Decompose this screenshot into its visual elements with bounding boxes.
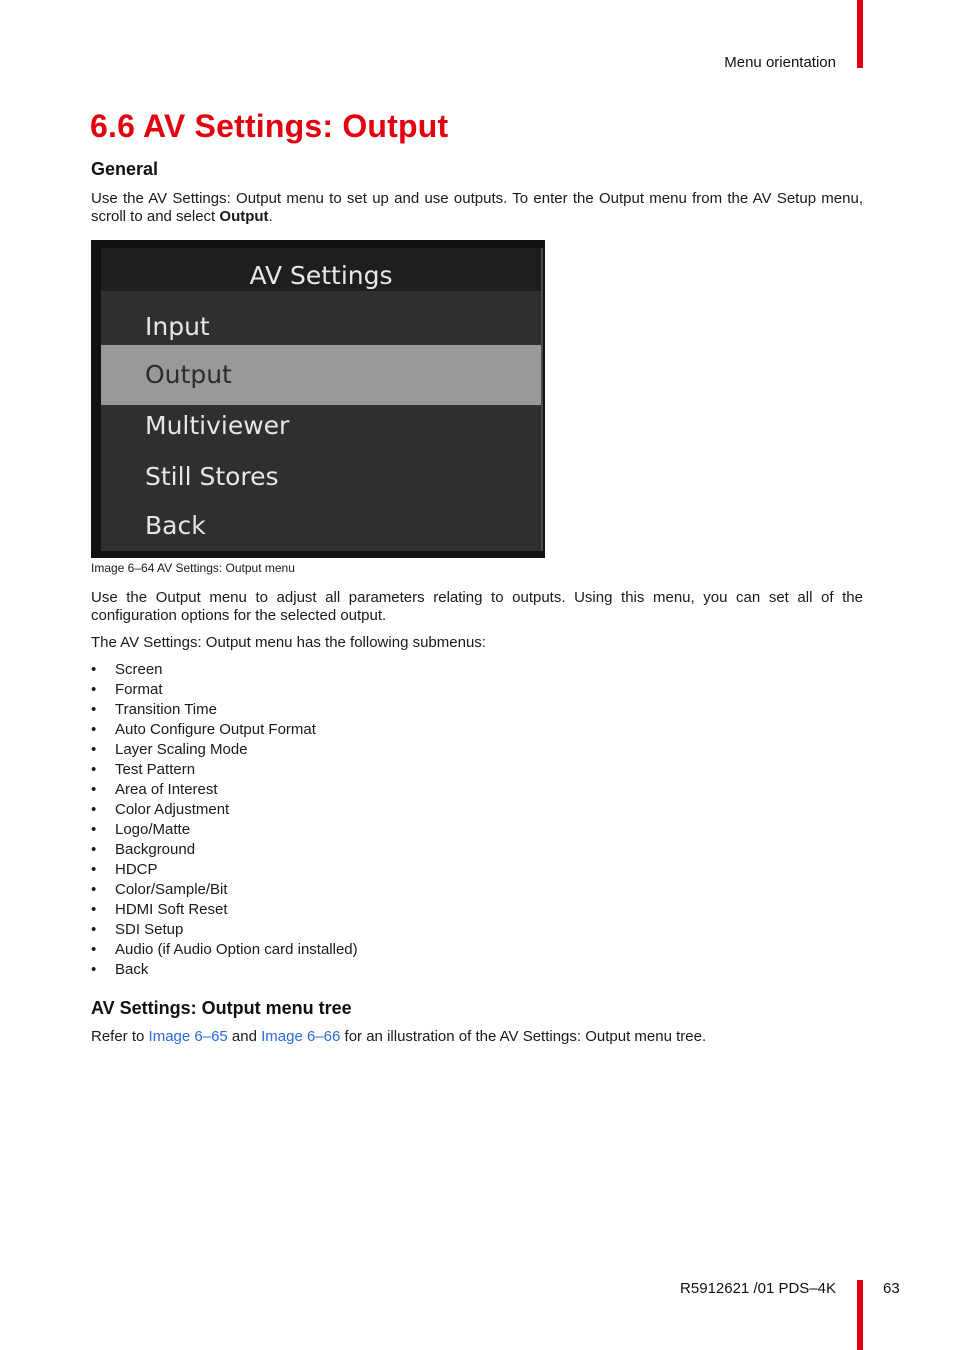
intro-end: .: [268, 207, 273, 225]
footer-accent-bar: [857, 1280, 863, 1350]
intro-text: Use the AV Settings: Output menu to set up and use outputs. To enter the Output menu from the AV Setup menu, scroll to and select: [91, 190, 863, 225]
menu-tree-heading: AV Settings: Output menu tree: [91, 998, 352, 1018]
image-caption: Image 6–64 AV Settings: Output menu: [91, 561, 295, 575]
general-heading: General: [91, 159, 159, 179]
menu-item-still-stores: Still Stores: [145, 462, 279, 491]
menu-panel: [101, 248, 543, 551]
submenus-intro: The AV Settings: Output menu has the following submenus:: [91, 634, 486, 651]
link-image-6-66[interactable]: Image 6–66: [261, 1028, 341, 1045]
list-item: • Screen: [91, 660, 358, 680]
list-item: • Auto Configure Output Format: [91, 720, 358, 740]
list-item: • Color/Sample/Bit: [91, 880, 358, 900]
intro-bold-output: Output: [219, 207, 269, 225]
list-item: • HDMI Soft Reset: [91, 900, 358, 920]
page-number: 63: [883, 1280, 900, 1297]
list-item: • Background: [91, 840, 358, 860]
list-item: • SDI Setup: [91, 920, 358, 940]
list-item: • Area of Interest: [91, 780, 358, 800]
header-accent-bar: [857, 0, 863, 68]
list-item: • Format: [91, 680, 358, 700]
page-title: 6.6 AV Settings: Output: [90, 108, 449, 144]
list-item: • Audio (if Audio Option card installed): [91, 940, 358, 960]
refer-text: Refer to: [91, 1028, 149, 1045]
refer-and: and: [227, 1028, 262, 1045]
list-item: • Transition Time: [91, 700, 358, 720]
link-image-6-65[interactable]: Image 6–65: [148, 1028, 228, 1045]
list-item: • Logo/Matte: [91, 820, 358, 840]
menu-item-input: Input: [145, 312, 210, 341]
usage-paragraph: Use the Output menu to adjust all parameters relating to outputs. Using this menu, you can set all of the configuration options for the selected output.: [91, 589, 863, 624]
menu-item-multiviewer: Multiviewer: [145, 411, 290, 440]
menu-item-back: Back: [145, 511, 206, 540]
submenu-list: [91, 660, 358, 980]
list-item: • Layer Scaling Mode: [91, 740, 358, 760]
refer-end: for an illustration of the AV Settings: Output menu tree.: [340, 1028, 707, 1045]
av-settings-menu-screenshot: [91, 240, 545, 558]
running-header: Menu orientation: [724, 54, 836, 71]
intro-paragraph: [91, 190, 863, 225]
menu-tree-paragraph: [91, 1028, 863, 1046]
menu-item-output: Output: [101, 345, 541, 405]
footer-doc-id: R5912621 /01 PDS–4K: [680, 1280, 836, 1297]
list-item: • Back: [91, 960, 358, 980]
list-item: • HDCP: [91, 860, 358, 880]
menu-title: AV Settings: [101, 248, 541, 291]
list-item: • Test Pattern: [91, 760, 358, 780]
list-item: • Color Adjustment: [91, 800, 358, 820]
